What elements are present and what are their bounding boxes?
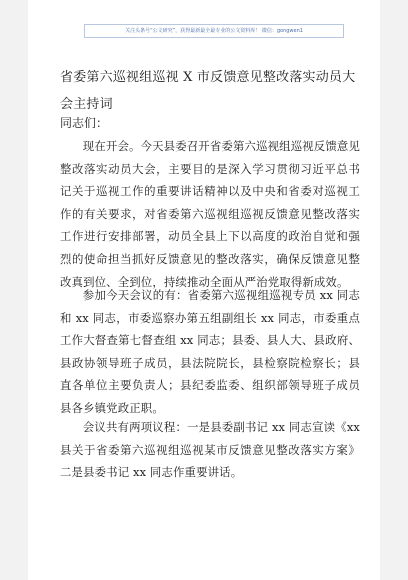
salutation: 同志们：	[60, 116, 109, 130]
promo-banner: 关注头条号“公文研究”，获得最新最全最专业的公文资料库！ 微信：gongwen1	[84, 24, 344, 38]
paragraph-agenda: 会议共有两项议程：一是县委副书记 xx 同志宣读《xx 县关于省委第六巡视组巡视某市反馈意见整改落实方案》二是县委书记 xx 同志作重要讲话。	[60, 420, 360, 480]
paragraph-attendees: 参加今天会议的有：省委第六巡视组巡视专员 xx 同志和 xx 同志，市委巡察办第五组副组长 xx 同志，市委重点工作大督查第七督查组 xx 同志；县委、县人大、县政府、县政协领导班子成员，县法院院长，县检察院检察长；县直各单位主要负责人；县纪委监委、组织部领导班子成员县各乡镇党政正职。	[60, 288, 360, 415]
paragraph-opening: 现在开会。今天县委召开省委第六巡视组巡视反馈意见整改落实动员大会，主要目的是深入学习贯彻习近平总书记关于巡视工作的重要讲话精神以及中央和省委对巡视工作的有关要求，对省委第六巡视组巡视反馈意见整改落实工作进行安排部署，动员全县上下以高度的政治自觉和强烈的使命担当抓好反馈意见的整改落实，确保反馈意见整改真到位、全到位，持续推动全面从严治党取得新成效。	[60, 139, 360, 289]
document-title: 省委第六巡视组巡视 X 市反馈意见整改落实动员大会主持词	[60, 70, 356, 112]
document-page	[28, 0, 380, 580]
